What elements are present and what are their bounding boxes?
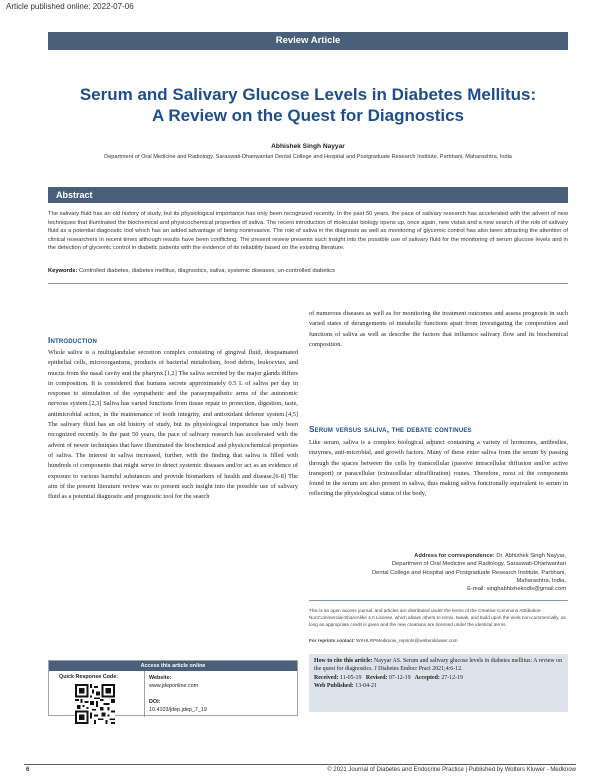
access-article-box <box>48 660 298 716</box>
correspondence-dept: Department of Oral Medicine and Radiology, Saraswati-Dhanwantari <box>391 561 566 568</box>
citation-text: Nayyar AS. Serum and salivary glucose levels in diabetes mellitus: A review on the quest for diagnostics. J Diabetes Endocr Pract 2021;4:6-12. <box>314 658 563 673</box>
page-number: 6 <box>26 767 30 773</box>
keywords-label: Keywords: <box>48 268 78 274</box>
title-line-2: A Review on the Quest for Diagnostics <box>151 106 465 125</box>
citation-box <box>309 654 568 712</box>
accepted-label: Accepted: <box>414 674 440 681</box>
correspondence-label: Address for correspondence: <box>414 553 495 559</box>
access-heading: Access this article online <box>49 661 297 671</box>
author-affiliation: Department of Oral Medicine and Radiology, Saraswati-Dhanwantari Dental College and Hospital and Postgraduate Research Institute, Parbhani, Maharashtra, India <box>104 154 512 160</box>
correspondence-state: Maharashtra, India. <box>516 577 566 584</box>
correspondence-email: E-mail: singhabhishekndls@gmail.com <box>467 586 566 593</box>
copyright-notice: © 2021 Journal of Diabetes and Endocrine Practice | Published by Wolters Kluwer - Medknow <box>327 767 576 773</box>
website-label: Website: <box>149 675 172 681</box>
serum-vs-saliva-text: Like serum, saliva is a complex biological adjunct containing a variety of hormones, antibodies, enzymes, anti-microbial, and growth factors. Many of these enter saliva from the serum by passing through the spaces between the cells by transcellular (passive intracellular diffusion and/or active transport) or paracellular (extracellular ultrafiltration) routes. Therefore, most of the components found in the serum are also present in saliva, thus making saliva functionally equivalent to serum in reflecting the physiological status of the body, <box>309 439 568 498</box>
author-name: Abhishek Singh Nayyar <box>271 143 345 150</box>
accepted-date: 27-12-19 <box>441 674 463 681</box>
keywords-line <box>48 268 568 274</box>
reprints-line <box>309 638 568 643</box>
doi-label: DOI: <box>149 699 161 705</box>
introduction-text: Whole saliva is a multiglandular secretion complex consisting of gingival fluid, desquamated epithelial cells, microorganisms, products of bacterial metabolism, food debris, leukocytes, and mucus from the nasal cavity and the pharynx.[1,2] The saliva secreted by the major glands differs in composition. It is considered that humans secrete approximately 0.5 L of saliva per day in response to stimulation of the sympathetic and the parasympathetic arms of the autonomic nervous system.[2,3] Saliva has varied functions from tissue repair to protection, digestion, taste, antimicrobial action, in the maintenance of tooth integrity, and antioxidant defense system.[4,5] The salivary fluid has an old history of study, but its physiological importance has only been recognized recently. In the past 50 years, the pace of salivary research has accelerated with the advent of newer techniques that have illuminated the biochemical and physicochemical properties of saliva. The interest in saliva increased, further, with the finding that saliva is filled with hundreds of components that might serve to detect systemic diseases and/or act as an evidence of exposure to various harmful substances and provide biomarkers of health and disease.[6-8] The aim of the present literature review was to present such insight into the possible use of salivary fluid as a potential diagnostic and prognostic tool for the search <box>48 349 298 501</box>
access-divider <box>144 671 145 717</box>
received-label: Received: <box>314 674 339 681</box>
citation-label: How to cite this article: <box>314 658 373 664</box>
reprints-email: WKHLRPMedknow_reprints@wolterskluwer.com <box>356 638 458 643</box>
article-title <box>48 84 568 126</box>
serum-vs-saliva-heading: Serum versus saliva, the debate continues <box>309 425 472 434</box>
introduction-continued-text: of numerous diseases as well as for monitoring the treatment outcomes and assess prognosis in such varied states of derangements of metabolic functions apart from investigating the composition and functions of saliva as well as describe the factors that influence salivary flow and its biochemical composition. <box>309 310 568 348</box>
qr-code-label: Quick Response Code: <box>59 674 119 680</box>
page-footer <box>24 764 576 775</box>
revised-date: 07-12-19 <box>388 674 411 681</box>
correspondence-name: Dr. Abhishek Singh Nayyar, <box>496 553 566 559</box>
keywords-list: Controlled diabetes, diabetes mellitus, diagnostics, saliva, systemic diseases, un-controlled diabetics <box>79 268 336 274</box>
title-line-1: Serum and Salivary Glucose Levels in Diabetes Mellitus: <box>79 85 537 104</box>
introduction-heading: Introduction <box>48 336 98 345</box>
correspondence-block <box>312 552 566 593</box>
correspondence-institute: Dental College and Hospital and Postgraduate Research Institute, Parbhani, <box>371 569 566 576</box>
revised-label: Revised: <box>365 674 388 681</box>
abstract-heading: Abstract <box>48 187 568 203</box>
website-link[interactable]: www.jdeponline.com <box>149 683 199 689</box>
received-date: 11-05-19 <box>340 674 362 681</box>
doi-link[interactable]: 10.4103/jdep.jdep_7_19 <box>149 707 207 713</box>
correspondence-divider <box>309 600 568 601</box>
article-type-banner: Review Article <box>48 32 568 50</box>
web-published-date: 13-04-21 <box>355 683 377 690</box>
publication-date-line: Article published online: 2022-07-06 <box>6 2 134 11</box>
abstract-text: The salivary fluid has an old history of study, but its physiological importance has only been recognized recently. In the past 50 years, the pace of salivary research has accelerated with the advent of new techniques that illuminated the biochemical and physicochemical properties of saliva. The recent introduction of molecular biology opens up, once again, new vistas and a new search of the role of salivary fluid as a potential diagnostic tool which has an added advantage of being noninvasive. The role of saliva in the diagnosis as well as monitoring of glycemic control has also been attracting the attention of clinical researchers in recent times although results have been conflicting. The present review presents such insight into the possible use of salivary fluid for the monitoring of serum glucose levels and in the detection of glycemic control in diabetic patients with the evidence of its reliability based on the existing literature. <box>48 211 568 252</box>
section-divider <box>48 283 568 284</box>
license-notice: This is an open access journal, and articles are distributed under the terms of the Creative Commons Attribution-NonCommercial-ShareAlike 4.0 License, which allows others to remix, tweak, and build upon the work non-commercially, as long as appropriate credit is given and the new creations are licensed under the identical terms. <box>309 608 566 628</box>
qr-code-icon[interactable] <box>75 684 115 724</box>
web-published-label: Web Published: <box>314 683 354 690</box>
reprints-label: For reprints contact: <box>309 638 355 643</box>
